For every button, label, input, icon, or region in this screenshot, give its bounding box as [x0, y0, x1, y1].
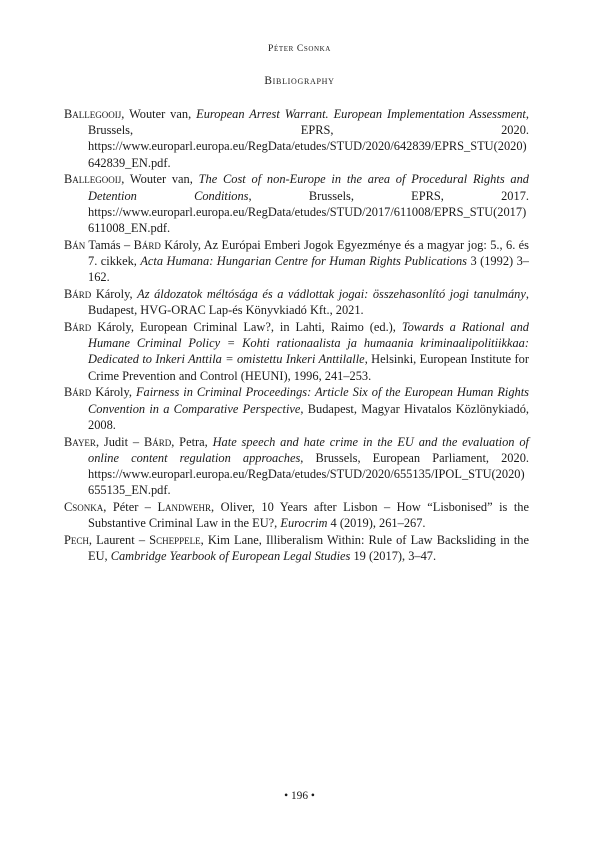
bibliography-list [64, 106, 529, 565]
entry-details: , Brussels, European Parliament, 2020. https://www.europarl.europa.eu/RegData/etudes/STUD/2020/655135/IPOL_STU(2020)655135_EN.pdf. [88, 450, 529, 498]
entry-details: 19 (2017), 3–47. [350, 549, 437, 564]
entry-details: , Budapest, Magyar Hivatalos Közlönykiadó, 2008. [88, 401, 529, 432]
entry-title: The Cost of non-Europe in the area of Procedural Rights and Detention Conditions [88, 172, 530, 203]
author-given: , Péter – [103, 500, 158, 515]
entry-text: Az Európai Emberi Jogok Egyezménye és a magyar jog: 5., 6. és 7. cikkek, [88, 237, 530, 269]
running-head: Péter Csonka [268, 43, 331, 54]
author-surname: Bárd [143, 434, 172, 449]
author-surname: Bárd [133, 237, 161, 252]
bibliography-entry [64, 286, 529, 318]
entry-title: Cambridge Yearbook of European Legal Studies [110, 549, 351, 564]
bibliography-entry [64, 319, 529, 384]
entry-title: European Arrest Warrant. European Implementation Assessment [196, 107, 526, 121]
entry-title: Fairness in Criminal Proceedings: Article Six of the European Human Rights Convention in a Comparative Perspective [88, 385, 529, 416]
author-surname: Ballegooij [64, 172, 122, 187]
entry-details: , Budapest, HVG-ORAC Lap-és Könyvkiadó Kft., 2021. [88, 287, 529, 318]
author-surname: Landwehr [157, 500, 212, 515]
entry-details: , Brussels, EPRS, 2017. https://www.europarl.europa.eu/RegData/etudes/STUD/2017/611008/EPRS_STU(2017)611008_EN.pdf. [88, 188, 529, 236]
author-given: Tamás – [85, 237, 134, 252]
entry-details: , Brussels, EPRS, 2020. https://www.europarl.europa.eu/RegData/etudes/STUD/2020/642839/EPRS_STU(2020)642839_EN.pdf. [88, 107, 529, 170]
bibliography-entry [64, 499, 529, 531]
section-title: Bibliography [264, 75, 335, 87]
author-surname: Bárd [64, 320, 92, 335]
entry-details: , Helsinki, European Institute for Crime Prevention and Control (HEUNI), 1996, 241–253. [88, 352, 529, 383]
page-number: • 196 • [284, 790, 315, 802]
author-given: , Petra, [171, 434, 213, 449]
author-surname: Scheppele [149, 533, 201, 548]
bibliography-entry [64, 434, 529, 499]
author-surname: Csonka [64, 500, 104, 515]
entry-details: 4 (2019), 261–267. [327, 516, 426, 531]
author-surname: Bárd [64, 287, 92, 302]
entry-title: Hate speech and hate crime in the EU and the evaluation of online content regulation approaches [88, 434, 529, 465]
author-given: , Wouter van, [121, 172, 199, 187]
bibliography-entry [64, 384, 529, 433]
author-surname: Pech [64, 533, 89, 548]
entry-text: 10 Years after Lisbon – How “Lisbonised” is the Substantive Criminal Law in the EU?, [88, 500, 529, 531]
author-given: Károly, [160, 237, 204, 252]
entry-title: Towards a Rational and Humane Criminal Policy = Kohti rationaalista ja humaania kriminaalipolitiikkaa: Dedicated to Inkeri Anttila = omistettu Inkeri Anttilalle [88, 320, 529, 367]
entry-details: 3 (1992) 3–162. [88, 254, 529, 285]
author-given: , Wouter van, [121, 107, 197, 121]
bibliography-entry [64, 106, 529, 171]
author-given: Károly, [91, 287, 138, 302]
bibliography-entry [64, 532, 529, 564]
entry-text: Illiberalism Within: Rule of Law Backsliding in the EU, [88, 533, 529, 564]
author-given: , Judit – [95, 434, 144, 449]
author-surname: Ballegooij [64, 107, 122, 121]
author-surname: Bayer [64, 434, 96, 449]
author-given: , Oliver, [211, 500, 262, 515]
entry-text: European Criminal Law?, in Lahti, Raimo (ed.), [139, 320, 402, 335]
bibliography-entry [64, 237, 529, 286]
author-surname: Bán [64, 237, 86, 252]
entry-title: Eurocrim [280, 516, 328, 531]
author-surname: Bárd [64, 385, 92, 400]
bibliography-entry [64, 171, 529, 236]
author-given: Károly, [91, 385, 136, 400]
author-given: Károly, [91, 320, 140, 335]
entry-title: Acta Humana: Hungarian Centre for Human Rights Publications [140, 254, 467, 269]
entry-title: Az áldozatok méltósága és a vádlottak jogai: összehasonlító jogi tanulmány [137, 287, 526, 302]
author-given: , Kim Lane, [200, 533, 267, 548]
author-given: , Laurent – [88, 533, 150, 548]
